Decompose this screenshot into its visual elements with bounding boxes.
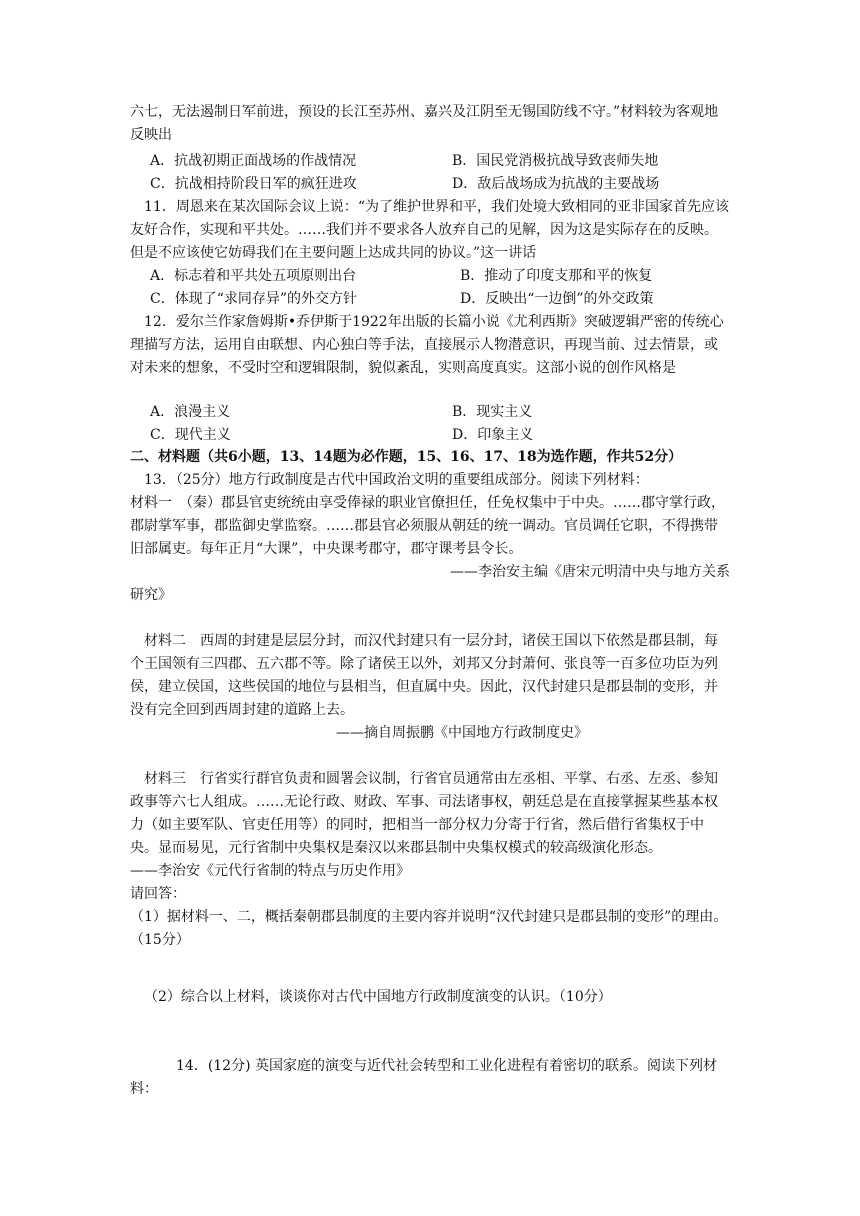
q11-options-row-2 xyxy=(150,288,730,311)
q12-option-b: B．现实主义 xyxy=(452,404,533,420)
q11-stem: 11．周恩来在某次国际会议上说：“为了维护世界和平，我们处境大致相同的亚非国家首先应该友好合作，实现和平共处。……我们并不要求各人放弃自己的见解，因为这是实际存在的反映。但是不应该使它妨碍我们在主要问题上达成共同的协议。”这一讲话 xyxy=(130,199,729,261)
section-2-heading: 二、材料题（共6小题，13、14题为必作题，15、16、17、18为选作题，作共52分） xyxy=(130,449,683,465)
q14-stem: 14．(12分) 英国家庭的演变与近代社会转型和工业化进程有着密切的联系。阅读下列材料： xyxy=(130,1058,718,1097)
q13-material-2-source: ——摘自周振鹏《中国地方行政制度史》 xyxy=(336,725,588,741)
q10-option-a: A．抗战初期正面战场的作战情况 xyxy=(150,153,357,169)
q13-material-2: 材料二 西周的封建是层层分封，而汉代封建只有一层分封，诸侯王国以下依然是郡县制，每个王国领有三四郡、五六郡不等。除了诸侯王以外，刘邦又分封萧何、张良等一百多位功臣为列侯，建立侯国，这些侯国的地位与县相当，但直属中央。因此，汉代封建只是郡县制的变形，并没有完全回到西周封建的道路上去。 xyxy=(130,633,718,718)
q10-options-row-1 xyxy=(150,150,730,173)
q10-options-row-2 xyxy=(150,173,730,196)
q13-material-3: 材料三 行省实行群官负责和圆署会议制，行省官员通常由左丞相、平掌、右丞、左丞、参知政事等六七人组成。……无论行政、财政、军事、司法诸事权，朝廷总是在直接掌握某些基本权力（如主要军队、官吏任用等）的同时，把相当一部分权力分寄于行省，然后借行省集权于中央。显而易见，元行省制中央集权是秦汉以来郡县制中央集权模式的较高级演化形态。 xyxy=(130,771,718,856)
q12-options-row-1 xyxy=(150,401,730,424)
q11-option-d: D．反映出“一边倒”的外交政策 xyxy=(460,291,654,307)
q10-option-c: C．抗战相持阶段日军的疯狂进攻 xyxy=(150,176,357,192)
q13-material-1-source-cont: 研究》 xyxy=(130,587,172,603)
q12-option-d: D．印象主义 xyxy=(452,427,534,443)
q10-option-b: B．国民党消极抗战导致丧师失地 xyxy=(452,153,659,169)
q12-options-row-2 xyxy=(150,424,730,447)
q11-option-c: C．体现了“求同存异”的外交方针 xyxy=(150,291,358,307)
q13-material-1-source: ——李治安主编《唐宋元明清中央与地方关系 xyxy=(450,564,730,580)
q11-option-b: B．推动了印度支那和平的恢复 xyxy=(460,268,653,284)
q10-stem-tail: 六七，无法遏制日军前进，预设的长江至苏州、嘉兴及江阴至无锡国防线不守。”材料较为客观地反映出 xyxy=(130,104,719,143)
q12-option-c: C．现代主义 xyxy=(150,427,231,443)
q13-subquestion-2: （2）综合以上材料，谈谈你对古代中国地方行政制度演变的认识。（10分） xyxy=(144,989,612,1005)
q10-option-d: D．敌后战场成为抗战的主要战场 xyxy=(452,176,660,192)
q13-material-3-source: ——李治安《元代行省制的特点与历史作用》 xyxy=(130,863,410,879)
q11-options-row-1 xyxy=(150,265,730,288)
q12-option-a: A．浪漫主义 xyxy=(150,404,231,420)
q11-option-a: A．标志着和平共处五项原则出台 xyxy=(150,268,357,284)
q12-stem: 12．爱尔兰作家詹姆斯•乔伊斯于1922年出版的长篇小说《尤利西斯》突破逻辑严密的传统心理描写方法，运用自由联想、内心独白等手法，直接展示人物潜意识，再现当前、过去情景，或对未来的想象，不受时空和逻辑限制，貌似紊乱，实则高度真实。这部小说的创作风格是 xyxy=(130,314,724,376)
q13-material-1: 材料一 （秦）郡县官吏统统由享受俸禄的职业官僚担任，任免权集中于中央。……郡守掌行政，郡尉掌军事，郡监御史掌监察。……郡县官必须服从朝廷的统一调动。官员调任它职，不得携带旧部属吏。每年正月“大课”，中央课考郡守，郡守课考县令长。 xyxy=(130,495,725,557)
q13-ask: 请回答： xyxy=(130,886,186,902)
q13-stem: 13．（25分）地方行政制度是古代中国政治文明的重要组成部分。阅读下列材料： xyxy=(144,472,649,488)
q13-subquestion-1: （1）据材料一、二，概括秦朝郡县制度的主要内容并说明“汉代封建只是郡县制的变形”的理由。（15分） xyxy=(130,909,728,948)
